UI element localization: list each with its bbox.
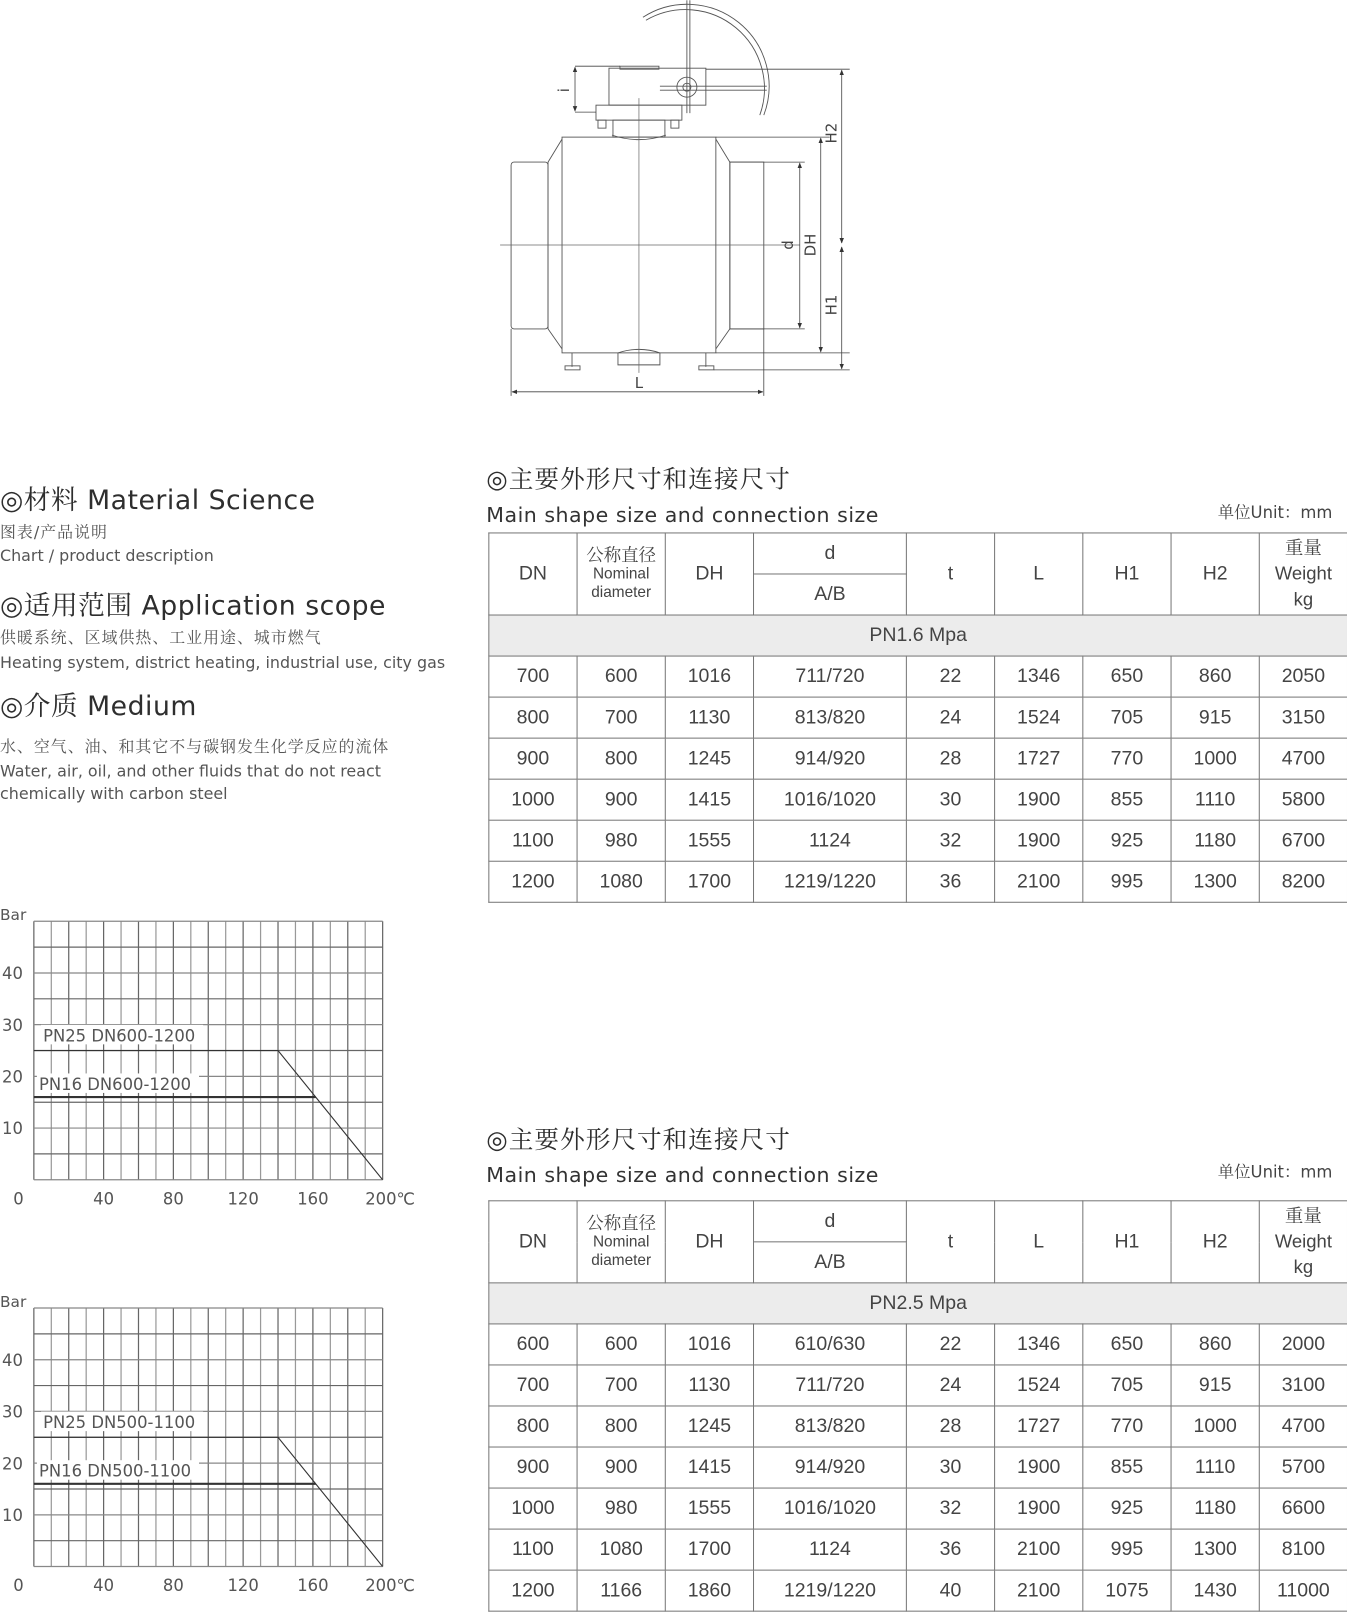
cell-d: 1016/1020 [754, 1488, 907, 1529]
header-d: d [754, 533, 907, 574]
header-h2: H2 [1171, 533, 1259, 615]
x-tick-label: 0 [13, 1189, 24, 1209]
cell-weight: 2000 [1259, 1324, 1347, 1365]
table-row [489, 1447, 1347, 1488]
medium-cn: 水、空气、油、和其它不与碳钢发生化学反应的流体 [0, 737, 390, 757]
cell-d: 1219/1220 [754, 861, 907, 902]
cell-l: 1900 [995, 1488, 1083, 1529]
series-label: PN25 DN500-1100 [43, 1413, 196, 1433]
cell-nominal: 900 [577, 779, 665, 820]
cell-h1: 855 [1083, 779, 1171, 820]
cell-h2: 1300 [1171, 1529, 1259, 1570]
cell-h2: 1000 [1171, 738, 1259, 779]
pressure-class: PN2.5 Mpa [489, 1283, 1347, 1324]
medium-en-line1: Water, air, oil, and other fluids that do not react [0, 762, 381, 781]
cell-h2: 1110 [1171, 779, 1259, 820]
table-row [489, 1406, 1347, 1447]
scope-cn: 供暖系统、区域供热、工业用途、城市燃气 [0, 628, 322, 648]
cell-weight: 3100 [1259, 1365, 1347, 1406]
cell-t: 28 [906, 738, 994, 779]
cell-h2: 860 [1171, 656, 1259, 697]
cell-d: 813/820 [754, 1406, 907, 1447]
cell-h1: 995 [1083, 1529, 1171, 1570]
medium-en-line2: chemically with carbon steel [0, 784, 228, 804]
cell-d: 711/720 [754, 656, 907, 697]
cell-dn: 900 [489, 738, 577, 779]
x-tick-label: 120 [227, 1576, 259, 1596]
dim-label-dh: DH [801, 233, 820, 257]
table2-title-cn: ◎主要外形尺寸和连接尺寸 [486, 1125, 791, 1155]
cell-t: 40 [906, 1570, 994, 1611]
table-row [489, 1570, 1347, 1611]
cell-dn: 900 [489, 1447, 577, 1488]
header-nominal-en1: Nominal [592, 565, 650, 583]
cell-l: 1346 [995, 656, 1083, 697]
cell-weight: 6700 [1259, 820, 1347, 861]
cell-dn: 1100 [489, 820, 577, 861]
cell-nominal: 1166 [577, 1570, 665, 1611]
cell-h2: 1000 [1171, 1406, 1259, 1447]
pressure-temperature-chart-1 [0, 903, 431, 1211]
table-row [489, 1324, 1347, 1365]
cell-dh: 1555 [665, 1488, 753, 1529]
cell-nominal: 980 [577, 1488, 665, 1529]
cell-h2: 1300 [1171, 861, 1259, 902]
dim-label-i: i [555, 88, 574, 93]
cell-d: 1016/1020 [754, 779, 907, 820]
header-h1: H1 [1083, 533, 1171, 615]
cell-dh: 1415 [665, 779, 753, 820]
cell-dh: 1700 [665, 1529, 753, 1570]
x-tick-label: 120 [227, 1189, 259, 1209]
pressure-row [489, 615, 1347, 656]
cell-h1: 1075 [1083, 1570, 1171, 1611]
cell-dh: 1860 [665, 1570, 753, 1611]
header-row [489, 1201, 1347, 1242]
cell-weight: 4700 [1259, 1406, 1347, 1447]
pressure-class: PN1.6 Mpa [489, 615, 1347, 656]
series-label: PN16 DN600-1200 [38, 1074, 192, 1094]
pressure-row [489, 1283, 1347, 1324]
cell-l: 1900 [995, 820, 1083, 861]
cell-weight: 5700 [1259, 1447, 1347, 1488]
header-l: L [995, 1201, 1083, 1283]
pressure-temperature-chart-2 [0, 1290, 431, 1598]
header-ab: A/B [754, 574, 907, 615]
cell-t: 30 [906, 1447, 994, 1488]
cell-nominal: 600 [577, 656, 665, 697]
cell-weight: 8100 [1259, 1529, 1347, 1570]
cell-l: 1727 [995, 738, 1083, 779]
cell-nominal: 800 [577, 1406, 665, 1447]
header-dh: DH [665, 1201, 753, 1283]
cell-t: 22 [906, 656, 994, 697]
header-d: d [754, 1201, 907, 1242]
header-nominal-en2: diameter [591, 583, 652, 602]
spec-table-pn25 [488, 1200, 1347, 1611]
cell-nominal: 900 [577, 1447, 665, 1488]
y-tick-label: 40 [2, 964, 23, 984]
header-nominal-cn: 公称直径 [586, 545, 657, 566]
x-tick-label: 160 [297, 1576, 329, 1596]
header-nominal-en1: Nominal [592, 1233, 650, 1251]
cell-dh: 1555 [665, 820, 753, 861]
header-t: t [906, 1201, 994, 1283]
cell-weight: 6600 [1259, 1488, 1347, 1529]
cell-t: 36 [906, 1529, 994, 1570]
y-tick-label: 30 [2, 1015, 23, 1035]
dim-label-d: d [778, 240, 797, 250]
cell-l: 2100 [995, 1570, 1083, 1611]
cell-dn: 1000 [489, 1488, 577, 1529]
valve-body [511, 66, 764, 370]
table1-unit: 单位Unit：mm [1217, 502, 1333, 523]
table-row [489, 1488, 1347, 1529]
cell-dn: 700 [489, 1365, 577, 1406]
x-tick-label: 40 [93, 1189, 115, 1209]
cell-h1: 705 [1083, 1365, 1171, 1406]
cell-h1: 855 [1083, 1447, 1171, 1488]
y-tick-label: 20 [2, 1067, 23, 1087]
cell-h2: 915 [1171, 1365, 1259, 1406]
scope-heading: ◎适用范围 Application scope [0, 590, 386, 622]
cell-h1: 650 [1083, 1324, 1171, 1365]
cell-l: 1524 [995, 1365, 1083, 1406]
cell-dh: 1415 [665, 1447, 753, 1488]
cell-d: 914/920 [754, 738, 907, 779]
header-weight-cn: 重量 [1284, 1205, 1322, 1226]
x-tick-label: 0 [13, 1576, 24, 1596]
y-axis-label: Bar [0, 906, 27, 925]
x-tick-label: 200℃ [365, 1576, 415, 1596]
cell-weight: 3150 [1259, 697, 1347, 738]
cell-t: 24 [906, 1365, 994, 1406]
header-ab: A/B [754, 1242, 907, 1283]
header-weight-en: Weight [1274, 1231, 1332, 1252]
y-tick-label: 10 [2, 1505, 23, 1525]
header-weight [1259, 533, 1347, 615]
cell-d: 1124 [754, 1529, 907, 1570]
x-tick-label: 80 [162, 1576, 184, 1596]
header-weight-unit: kg [1293, 1256, 1314, 1278]
header-dn: DN [489, 533, 577, 615]
series-label: PN16 DN500-1100 [38, 1461, 192, 1481]
cell-dh: 1130 [665, 1365, 753, 1406]
cell-h1: 770 [1083, 1406, 1171, 1447]
cell-nominal: 600 [577, 1324, 665, 1365]
table-row [489, 820, 1347, 861]
header-dn: DN [489, 1201, 577, 1283]
header-dh: DH [665, 533, 753, 615]
cell-l: 1727 [995, 1406, 1083, 1447]
x-tick-label: 200℃ [365, 1189, 415, 1209]
table-row [489, 697, 1347, 738]
table2-title-en: Main shape size and connection size [486, 1162, 879, 1187]
cell-weight: 8200 [1259, 861, 1347, 902]
table-row [489, 738, 1347, 779]
header-h1: H1 [1083, 1201, 1171, 1283]
cell-weight: 4700 [1259, 738, 1347, 779]
cell-h1: 770 [1083, 738, 1171, 779]
cell-weight: 2050 [1259, 656, 1347, 697]
cell-dh: 1245 [665, 1406, 753, 1447]
header-t: t [906, 533, 994, 615]
cell-d: 711/720 [754, 1365, 907, 1406]
cell-dn: 700 [489, 656, 577, 697]
cell-l: 1524 [995, 697, 1083, 738]
cell-nominal: 1080 [577, 1529, 665, 1570]
cell-l: 2100 [995, 1529, 1083, 1570]
material-cn: 图表/产品说明 [0, 523, 108, 542]
table-row [489, 1529, 1347, 1570]
cell-h2: 1430 [1171, 1570, 1259, 1611]
cell-h2: 1180 [1171, 820, 1259, 861]
header-weight [1259, 1201, 1347, 1283]
material-en: Chart / product description [0, 546, 214, 566]
dim-label-h1: H1 [822, 294, 841, 316]
cell-dn: 1200 [489, 1570, 577, 1611]
ball-valve-drawing [480, 0, 860, 400]
cell-dh: 1016 [665, 1324, 753, 1365]
cell-t: 36 [906, 861, 994, 902]
scope-en: Heating system, district heating, industrial use, city gas [0, 653, 446, 672]
x-tick-label: 160 [297, 1189, 329, 1209]
cell-dn: 1200 [489, 861, 577, 902]
cell-nominal: 980 [577, 820, 665, 861]
cell-weight: 11000 [1259, 1570, 1347, 1611]
cell-dh: 1245 [665, 738, 753, 779]
cell-dn: 800 [489, 697, 577, 738]
cell-dh: 1016 [665, 656, 753, 697]
cell-h2: 915 [1171, 697, 1259, 738]
cell-t: 22 [906, 1324, 994, 1365]
table1-title-en: Main shape size and connection size [486, 502, 879, 528]
spec-table-pn16 [488, 532, 1347, 902]
series-label: PN25 DN600-1200 [43, 1026, 196, 1046]
header-row [489, 533, 1347, 574]
cell-h1: 925 [1083, 820, 1171, 861]
y-axis-label: Bar [0, 1292, 27, 1311]
cell-nominal: 700 [577, 697, 665, 738]
cell-h2: 1180 [1171, 1488, 1259, 1529]
cell-d: 610/630 [754, 1324, 907, 1365]
cell-t: 30 [906, 779, 994, 820]
material-heading: ◎材料 Material Science [0, 485, 316, 517]
table-row [489, 779, 1347, 820]
dim-label-l: L [634, 373, 644, 392]
header-nominal-diameter [577, 1201, 665, 1283]
medium-heading: ◎介质 Medium [0, 691, 197, 723]
centerlines [500, 98, 800, 373]
cell-dn: 600 [489, 1324, 577, 1365]
header-nominal-en2: diameter [591, 1251, 652, 1270]
cell-nominal: 800 [577, 738, 665, 779]
cell-l: 1346 [995, 1324, 1083, 1365]
cell-l: 2100 [995, 861, 1083, 902]
cell-t: 28 [906, 1406, 994, 1447]
header-nominal-cn: 公称直径 [586, 1213, 657, 1234]
header-weight-en: Weight [1274, 563, 1332, 584]
header-weight-unit: kg [1293, 588, 1314, 610]
cell-dh: 1130 [665, 697, 753, 738]
dim-label-h2: H2 [822, 122, 841, 144]
x-tick-label: 40 [93, 1576, 115, 1596]
cell-t: 32 [906, 820, 994, 861]
header-weight-cn: 重量 [1284, 537, 1322, 559]
cell-t: 24 [906, 697, 994, 738]
cell-d: 1124 [754, 820, 907, 861]
cell-dn: 1100 [489, 1529, 577, 1570]
header-l: L [995, 533, 1083, 615]
table-row [489, 861, 1347, 902]
cell-d: 1219/1220 [754, 1570, 907, 1611]
cell-h2: 860 [1171, 1324, 1259, 1365]
y-tick-label: 20 [2, 1454, 23, 1474]
cell-d: 914/920 [754, 1447, 907, 1488]
table1-title-cn: ◎主要外形尺寸和连接尺寸 [486, 464, 791, 494]
y-tick-label: 10 [2, 1119, 23, 1139]
cell-h1: 925 [1083, 1488, 1171, 1529]
y-tick-label: 30 [2, 1402, 23, 1422]
cell-dh: 1700 [665, 861, 753, 902]
cell-l: 1900 [995, 1447, 1083, 1488]
cell-weight: 5800 [1259, 779, 1347, 820]
cell-h1: 705 [1083, 697, 1171, 738]
cell-t: 32 [906, 1488, 994, 1529]
cell-dn: 800 [489, 1406, 577, 1447]
y-tick-label: 40 [2, 1350, 23, 1370]
x-tick-label: 80 [162, 1189, 184, 1209]
cell-nominal: 700 [577, 1365, 665, 1406]
table-row [489, 656, 1347, 697]
cell-h1: 650 [1083, 656, 1171, 697]
cell-nominal: 1080 [577, 861, 665, 902]
cell-dn: 1000 [489, 779, 577, 820]
header-nominal-diameter [577, 533, 665, 615]
cell-l: 1900 [995, 779, 1083, 820]
table-row [489, 1365, 1347, 1406]
cell-d: 813/820 [754, 697, 907, 738]
table2-unit: 单位Unit：mm [1217, 1162, 1333, 1182]
cell-h1: 995 [1083, 861, 1171, 902]
header-h2: H2 [1171, 1201, 1259, 1283]
cell-h2: 1110 [1171, 1447, 1259, 1488]
